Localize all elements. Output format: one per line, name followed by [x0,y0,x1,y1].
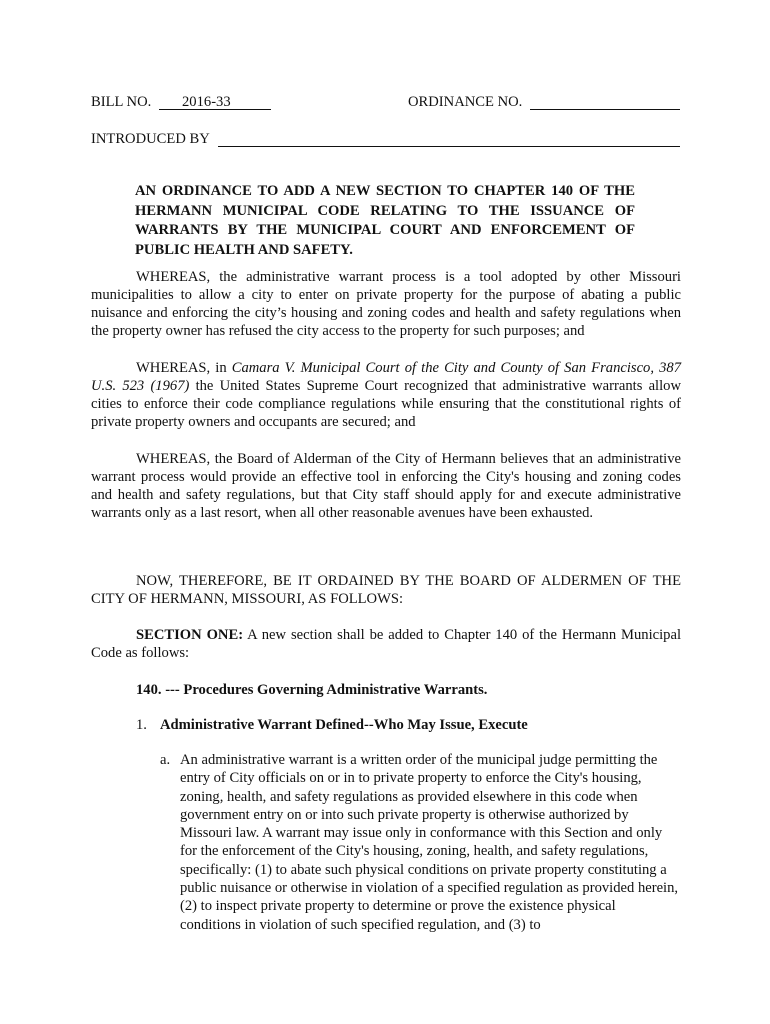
whereas-paragraph-2 [91,359,681,431]
ordain-text: NOW, THEREFORE, BE IT ORDAINED BY THE BOARD OF ALDERMEN OF THE CITY OF HERMANN, MISSOURI, AS FOLLOWS: [91,573,681,607]
item-1-heading: Administrative Warrant Defined--Who May Issue, Execute [160,717,528,733]
ordinance-number-label: ORDINANCE NO. [408,94,523,110]
ordinance-title: AN ORDINANCE TO ADD A NEW SECTION TO CHAPTER 140 OF THE HERMANN MUNICIPAL CODE RELATING TO THE ISSUANCE OF WARRANTS BY THE MUNICIPAL COURT AND ENFORCEMENT OF PUBLIC HEALTH AND SAFETY. [135,183,635,258]
section-one-label: SECTION ONE: [136,627,244,643]
whereas-paragraph-3 [91,450,681,522]
bill-number-underline [159,109,271,110]
ordinance-number-blank [530,109,680,110]
section-one-paragraph [91,626,681,662]
ordain-clause [91,572,681,608]
whereas-2-suffix: the United States Supreme Court recognized that administrative warrants allow cities to enforce their code compliance regulations while ensuring that the constitutional rights of private property owners and occupants are secured; and [91,378,682,430]
bill-number-value: 2016-33 [182,94,231,110]
whereas-paragraph-1 [91,268,681,340]
case-citation: Camara V. Municipal Court of the City and County of San Francisco, 387 U.S. 523 (1967) [91,360,681,394]
section-heading: 140. --- Procedures Governing Administrative Warrants. [136,682,488,698]
item-a-letter: a. [160,752,171,768]
introduced-by-blank [218,146,680,147]
item-a-text: An administrative warrant is a written order of the municipal judge permitting the entry of City officials on or in to private property to enforce the City's housing, zoning, health, and safety regulations as provided elsewhere in this code when government entry on or into such private property is otherwise authorized by Missouri law. A warrant may issue only in conformance with this Section and only for the enforcement of the City's housing, zoning, health, and safety regulations, specifically: (1) to abate such physical conditions on private property constituting a public nuisance or otherwise in violation of a specified regulation as provided herein, (2) to inspect private property to determine or prove the existence physical conditions in violation of such specified regulation, and (3) to [180,752,679,933]
section-one-text: A new section shall be added to Chapter 140 of the Hermann Municipal Code as follows: [91,627,681,661]
whereas-1-text: WHEREAS, the administrative warrant process is a tool adopted by other Missouri municipalities to allow a city to enter on private property for the purpose of abating a public nuisance and enforcing the city’s housing and zoning codes and health and safety regulations when the property owner has refused the city access to the property for such purposes; and [91,269,681,339]
whereas-3-text: WHEREAS, the Board of Alderman of the City of Hermann believes that an administrative warrant process would provide an effective tool in enforcing the City's housing and zoning codes and health and safety regulations, but that City staff should apply for and execute administrative warrants only as a last resort, when all other reasonable avenues have been exhausted. [91,451,681,521]
introduced-by-label: INTRODUCED BY [91,131,210,147]
whereas-2-prefix: WHEREAS, in [136,360,232,376]
bill-number-label: BILL NO. [91,94,152,110]
item-1-number: 1. [136,717,147,733]
